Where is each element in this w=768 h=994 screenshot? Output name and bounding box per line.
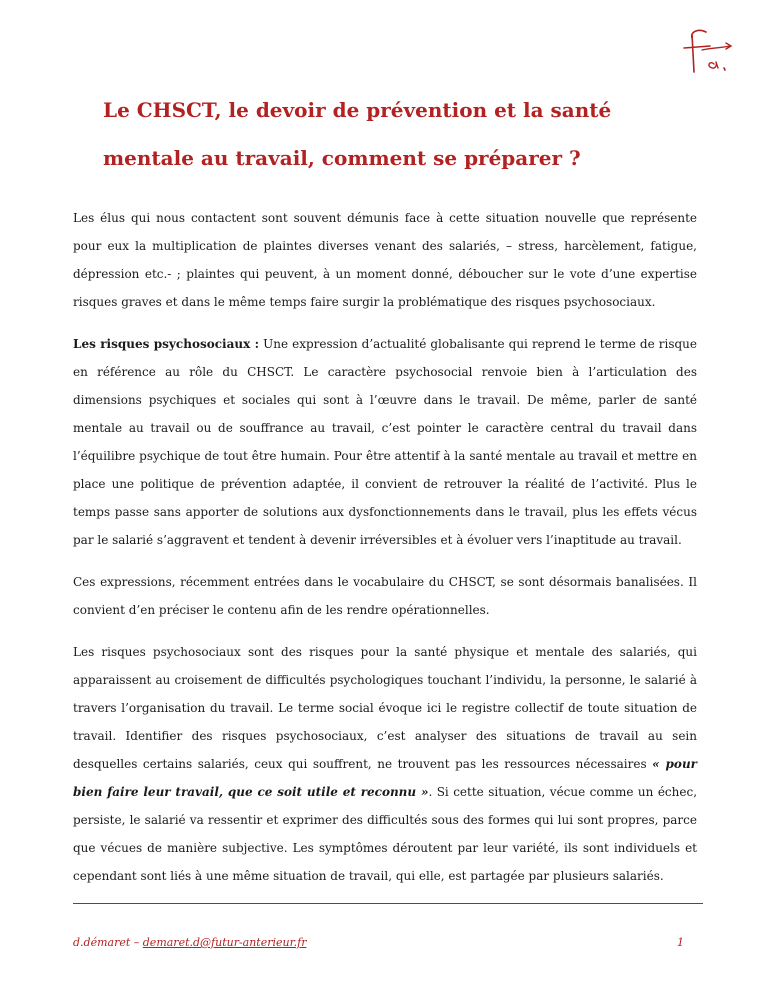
page-number: 1: [677, 936, 684, 949]
paragraph-risques-lead: Les risques psychosociaux :: [73, 337, 260, 351]
paragraph-expressions: Ces expressions, récemment entrées dans le vocabulaire du CHSCT, se sont désormais banalisées. Il convient d’en préciser le contenu afin de les rendre opérationnelles.: [73, 575, 697, 617]
paragraph-definition-part1: Les risques psychosociaux sont des risques pour la santé physique et mentale des salariés, qui apparaissent au croisement de difficultés psychologiques touchant l’individu, la personne, le salarié à travers l’organisation du travail. Le terme social évoque ici le registre collectif de toute situation de travail. Identifier des risques psychosociaux, c’est analyser des situations de travail au sein desquelles certains salariés, ceux qui souffrent, ne trouvent pas les ressources nécessaires: [73, 645, 697, 771]
paragraph-risques: [73, 330, 697, 554]
paragraph-risques-text: Une expression d’actualité globalisante qui reprend le terme de risque en référence au rôle du CHSCT. Le caractère psychosocial renvoie bien à l’articulation des dimensions psychiques et sociales qui sont à l’œuvre dans le travail. De même, parler de santé mentale au travail ou de souffrance au travail, c’est pointer le caractère central du travail dans l’équilibre psychique de tout être humain. Pour être attentif à la santé mentale au travail et mettre en place une politique de prévention adaptée, il convient de retrouver la réalité de l’activité. Plus le temps passe sans apporter de solutions aux dysfonctionnements dans le travail, plus les effets vécus par le salarié s’aggravent et tendent à devenir irréversibles et à évoluer vers l’inaptitude au travail.: [73, 337, 698, 547]
title-line-1: Le CHSCT, le devoir de prévention et la santé: [103, 98, 612, 122]
paragraph-definition-quote: « pour bien faire leur travail, que ce soit utile et reconnu »: [73, 757, 697, 799]
footer-divider: [73, 903, 703, 904]
document-body: [73, 204, 697, 904]
footer-email-link[interactable]: demaret.d@futur-anterieur.fr: [142, 936, 307, 949]
title-line-2: mentale au travail, comment se préparer ?: [103, 146, 581, 170]
footer-author: d.démaret –: [73, 936, 143, 949]
paragraph-intro: Les élus qui nous contactent sont souvent démunis face à cette situation nouvelle que représente pour eux la multiplication de plaintes diverses venant des salariés, – stress, harcèlement, fatigue, dépression etc.- ; plaintes qui peuvent, à un moment donné, déboucher sur le vote d’une expertise risques graves et dans le même temps faire surgir la problématique des risques psychosociaux.: [73, 211, 697, 309]
page-title: [103, 86, 683, 182]
signature-fa-logo-icon: [676, 26, 738, 78]
footer: [73, 936, 697, 949]
paragraph-definition: [73, 638, 697, 890]
paragraph-definition-part2: . Si cette situation, vécue comme un échec, persiste, le salarié va ressentir et exprimer des difficultés sous des formes qui lui sont propres, parce que vécues de manière subjective. Les symptômes déroutent par leur variété, ils sont individuels et cependant sont liés à une même situation de travail, qui elle, est partagée par plusieurs salariés.: [73, 785, 698, 883]
